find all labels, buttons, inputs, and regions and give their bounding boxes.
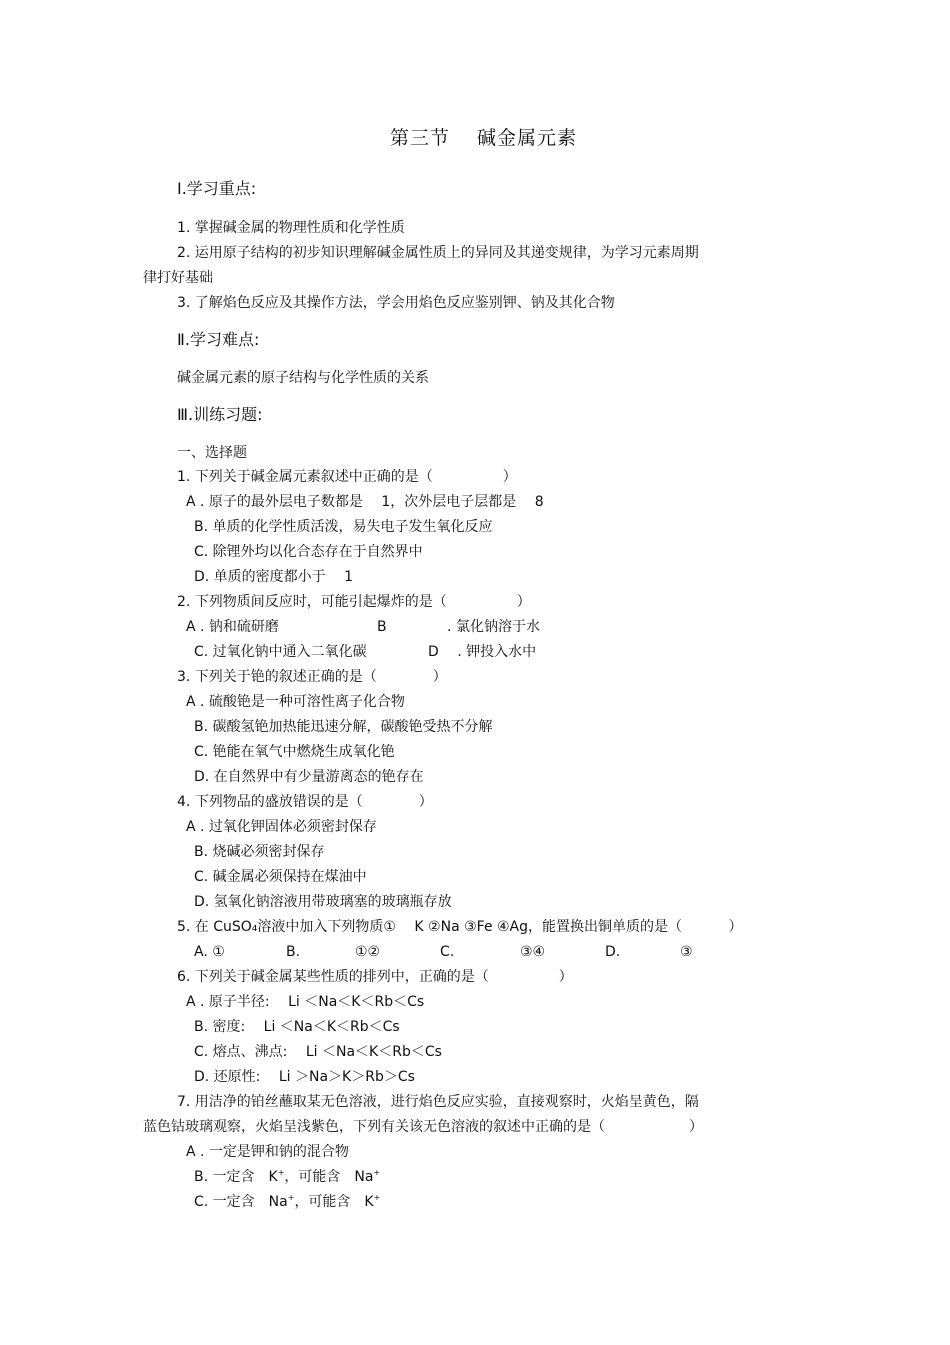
page-title: 第三节 碱金属元素 xyxy=(390,127,578,149)
question-5-option-d-label: D. xyxy=(605,944,621,960)
question-2-option-d: D . 钾投入水中 xyxy=(428,644,537,660)
question-5-option-c-value: ③④ xyxy=(520,944,546,960)
question-2-option-b: B . 氯化钠溶于水 xyxy=(377,619,540,635)
section-heading-difficulty: Ⅱ.学习难点: xyxy=(177,330,260,349)
question-3-option-d: D. 在自然界中有少量游离态的铯存在 xyxy=(194,769,424,785)
key-point-2: 2. 运用原子结构的初步知识理解碱金属性质上的异同及其递变规律，为学习元素周期 xyxy=(177,245,699,261)
question-6-stem: 6. 下列关于碱金属某些性质的排列中，正确的是（ ） xyxy=(177,969,573,985)
question-1-stem: 1. 下列关于碱金属元素叙述中正确的是（ ） xyxy=(177,469,517,485)
part-title: 一、选择题 xyxy=(177,445,247,461)
question-7-option-b-text-2: ，可能含 Na xyxy=(284,1169,374,1185)
question-6-option-a: A . 原子半径: Li ＜Na＜K＜Rb＜Cs xyxy=(186,994,425,1010)
plus-superscript: + xyxy=(287,1193,295,1202)
question-7-option-c xyxy=(194,1192,380,1212)
key-point-2-cont: 律打好基础 xyxy=(143,270,213,286)
question-6-option-c: C. 熔点、沸点: Li ＜Na＜K＜Rb＜Cs xyxy=(194,1044,442,1060)
question-5-stem: 5. 在 CuSO₄溶液中加入下列物质① K ②Na ③Fe ④Ag，能置换出铜单质的是（ ） xyxy=(177,919,743,935)
question-6-option-d: D. 还原性: Li ＞Na＞K＞Rb＞Cs xyxy=(194,1069,415,1085)
question-6-option-b: B. 密度: Li ＜Na＜K＜Rb＜Cs xyxy=(194,1019,400,1035)
question-2-option-c: C. 过氧化钠中通入二氧化碳 xyxy=(194,644,367,660)
question-1-option-d: D. 单质的密度都小于 1 xyxy=(194,569,354,585)
question-1-option-c: C. 除锂外均以化合态存在于自然界中 xyxy=(194,544,423,560)
question-1-option-a: A . 原子的最外层电子数都是 1，次外层电子层都是 8 xyxy=(186,494,544,510)
question-7-option-a: A . 一定是钾和钠的混合物 xyxy=(186,1144,349,1160)
question-5-option-a: A. ① xyxy=(194,944,225,960)
question-5-option-c-label: C. xyxy=(440,944,455,960)
plus-superscript: + xyxy=(277,1168,285,1177)
section-heading-exercises: Ⅲ.训练习题: xyxy=(177,405,263,424)
question-4-option-b: B. 烧碱必须密封保存 xyxy=(194,844,325,860)
plus-superscript: + xyxy=(373,1193,381,1202)
question-7-stem: 7. 用洁净的铂丝蘸取某无色溶液，进行焰色反应实验，直接观察时，火焰呈黄色，隔 xyxy=(177,1094,699,1110)
question-4-option-a: A . 过氧化钾固体必须密封保存 xyxy=(186,819,377,835)
question-4-option-c: C. 碱金属必须保持在煤油中 xyxy=(194,869,367,885)
question-7-option-c-text-2: ，可能含 K xyxy=(294,1194,374,1210)
question-7-option-b-text-1: B. 一定含 K xyxy=(194,1169,278,1185)
question-1-option-b: B. 单质的化学性质活泼，易失电子发生氧化反应 xyxy=(194,519,493,535)
question-2-stem: 2. 下列物质间反应时，可能引起爆炸的是（ ） xyxy=(177,594,531,610)
question-7-option-b xyxy=(194,1167,380,1187)
question-3-option-b: B. 碳酸氢铯加热能迅速分解，碳酸铯受热不分解 xyxy=(194,719,493,735)
question-7-option-c-text-1: C. 一定含 Na xyxy=(194,1194,288,1210)
question-3-option-c: C. 铯能在氧气中燃烧生成氧化铯 xyxy=(194,744,395,760)
key-point-1: 1. 掌握碱金属的物理性质和化学性质 xyxy=(177,220,405,236)
question-2-option-a: A . 钠和硫研磨 xyxy=(186,619,279,635)
key-point-3: 3. 了解焰色反应及其操作方法，学会用焰色反应鉴别钾、钠及其化合物 xyxy=(177,295,615,311)
question-3-option-a: A . 硫酸铯是一种可溶性离子化合物 xyxy=(186,694,405,710)
difficulty-text: 碱金属元素的原子结构与化学性质的关系 xyxy=(177,370,429,386)
question-5-option-b-label: B. xyxy=(286,944,301,960)
question-7-stem-cont: 蓝色钴玻璃观察，火焰呈浅紫色，下列有关该无色溶液的叙述中正确的是（ ） xyxy=(143,1119,703,1135)
section-heading-key-points: Ⅰ.学习重点: xyxy=(177,179,257,198)
plus-superscript: + xyxy=(373,1168,381,1177)
question-5-option-b-value: ①② xyxy=(355,944,381,960)
question-3-stem: 3. 下列关于铯的叙述正确的是（ ） xyxy=(177,669,447,685)
question-5-option-d-value: ③ xyxy=(680,944,693,960)
question-4-option-d: D. 氢氧化钠溶液用带玻璃塞的玻璃瓶存放 xyxy=(194,894,452,910)
question-4-stem: 4. 下列物品的盛放错误的是（ ） xyxy=(177,794,433,810)
